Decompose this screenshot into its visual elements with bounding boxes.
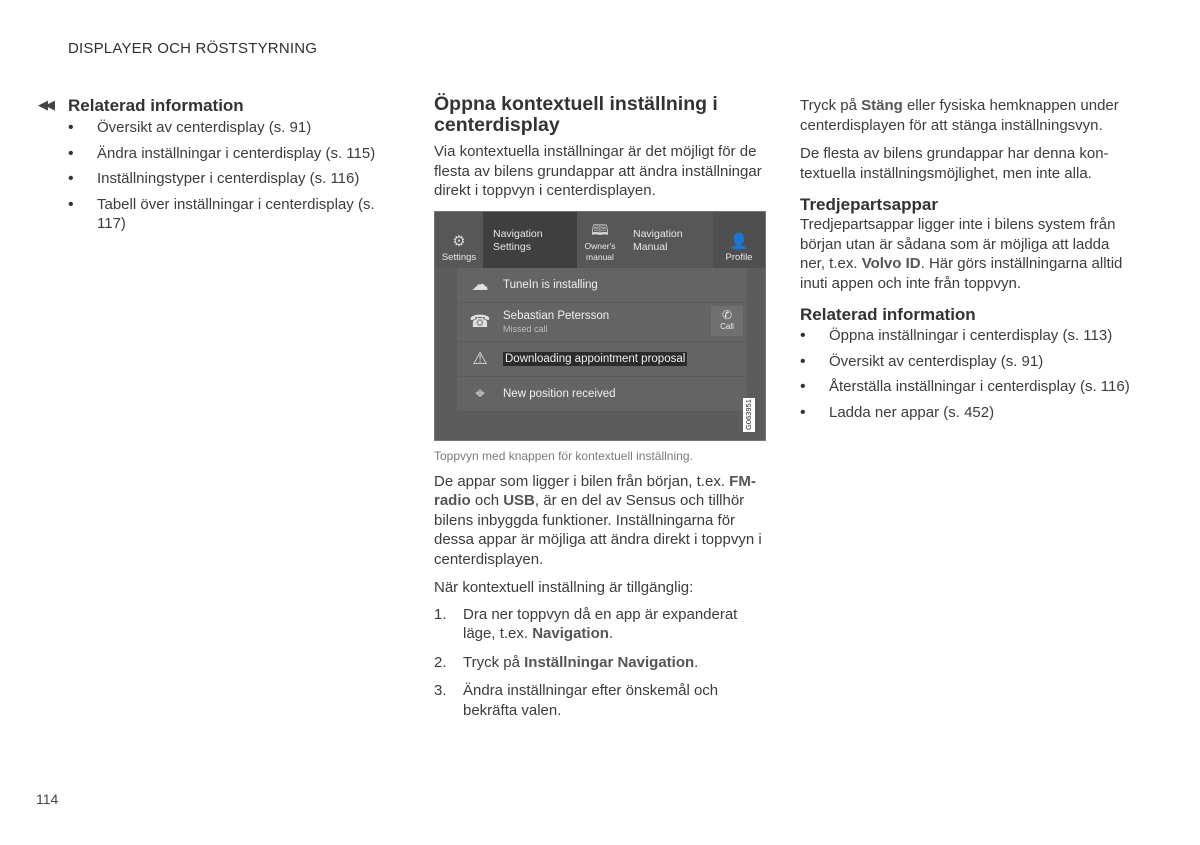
ui-term: Stäng: [861, 97, 903, 114]
image-caption: Toppvyn med knappen för kontextuell inställning.: [434, 448, 693, 463]
link-text: Ladda ner appar (s. 452): [829, 403, 995, 421]
tile-label: Owner's manual: [584, 240, 616, 262]
link-text: Inställningstyper i centerdisplay (s. 116): [97, 170, 360, 187]
step-item: [434, 681, 766, 720]
steps-list: [434, 605, 766, 721]
image-code: G063951: [744, 399, 753, 430]
text: Tredjepartsappar ligger inte i bilens system från början utan är sådana som är möjliga att ladda ner, t.ex.: [800, 216, 1116, 272]
related-link[interactable]: [800, 326, 1130, 346]
section-header: DISPLAYER OCH RÖSTSTYRNING: [68, 40, 318, 57]
tile-label: Navigation Manual: [633, 227, 683, 253]
text: och: [470, 492, 504, 509]
right-column: [800, 96, 1130, 428]
third-party-heading: Tredjepartsappar: [800, 195, 938, 214]
tile-label: Navigation Settings: [493, 227, 543, 253]
call-label: Call: [720, 321, 734, 331]
article-title: Öppna kontextuell inställning i centerdisplay: [434, 93, 718, 136]
text: Ändra inställningar efter önskemål och bekräfta valen.: [463, 682, 719, 719]
gear-icon: ⚙: [452, 232, 466, 250]
notification-text: Downloading appointment proposal: [505, 352, 686, 365]
availability-paragraph: När kontextuell inställning är tillgänglig:: [434, 579, 694, 596]
notification-item[interactable]: [457, 342, 747, 376]
top-view-bar: [435, 212, 765, 268]
notification-item[interactable]: [457, 268, 747, 302]
phone-icon: ✆: [721, 307, 733, 322]
usb-term: USB: [503, 492, 535, 509]
link-text: Ändra inställningar i centerdisplay (s. 115): [97, 144, 376, 162]
step-number: 1.: [434, 605, 447, 623]
link-text: Öppna inställningar i centerdisplay (s. 113): [829, 327, 1113, 344]
text: , är en del av Sensus och tillhör bilens inbyggda funktioner. Inställningarna för dessa appar är möjliga att ändra direkt i toppvyn i centerdisplayen.: [434, 492, 762, 568]
text: Tryck på: [463, 653, 525, 671]
text: Tryck på: [800, 97, 862, 114]
book-icon: 🕮: [591, 221, 609, 239]
related-link[interactable]: [68, 118, 386, 138]
notification-text: TuneIn is installing: [503, 278, 598, 291]
text: .: [608, 625, 614, 642]
center-display-illustration: [434, 211, 766, 441]
notification-item[interactable]: [457, 303, 747, 341]
related-link[interactable]: [68, 169, 386, 189]
related-link[interactable]: [800, 352, 1130, 372]
notification-item[interactable]: [457, 377, 747, 411]
ui-term: Inställningar Navigation: [524, 653, 695, 671]
ui-term: Navigation: [532, 625, 609, 642]
related-link[interactable]: [68, 195, 386, 234]
related-info-left: [36, 96, 386, 240]
person-icon: 👤: [729, 232, 749, 250]
profile-tile[interactable]: [713, 212, 765, 268]
step-number: 2.: [434, 653, 447, 671]
call-button[interactable]: [711, 306, 743, 336]
step-number: 3.: [434, 682, 447, 699]
text: . Här görs inställningarna alltid inuti appen och inte från toppvyn.: [800, 255, 1123, 292]
text: eller fysiska hemknappen under centerdisplayen för att stänga inställningsvyn.: [800, 97, 1119, 134]
tile-label: Profile: [725, 251, 753, 263]
apps-paragraph: [434, 472, 766, 570]
link-text: Återställa inställningar i centerdisplay (s. 116): [829, 378, 1130, 395]
missed-call-icon: ☎: [469, 311, 491, 331]
tile-label: Settings: [441, 251, 477, 263]
related-link[interactable]: [800, 403, 1130, 423]
link-text: Översikt av centerdisplay (s. 91): [97, 119, 312, 136]
caller-name: Sebastian Petersson: [503, 309, 610, 322]
text: Dra ner toppvyn då en app är expanderat läge, t.ex.: [463, 605, 738, 642]
related-info-title: Relaterad information: [68, 96, 244, 115]
step-item: [434, 653, 766, 673]
cloud-download-icon: ☁: [471, 274, 489, 294]
page-number: 114: [36, 791, 59, 807]
text: .: [694, 653, 699, 671]
settings-tile[interactable]: [435, 212, 483, 268]
warning-icon: ⚠: [472, 348, 488, 368]
related-link[interactable]: [68, 144, 386, 164]
main-article: [434, 94, 766, 729]
step-item: [434, 605, 766, 644]
close-paragraph: [800, 96, 1130, 135]
notification-text: [503, 310, 609, 334]
related-info-title: Relaterad information: [800, 305, 976, 324]
back-arrow-icon[interactable]: ◀◀: [38, 97, 52, 112]
position-icon: ⌖: [475, 383, 485, 403]
owners-manual-tile[interactable]: [577, 212, 623, 268]
volvo-id-term: Volvo ID: [861, 255, 921, 272]
related-link[interactable]: [800, 377, 1130, 397]
text: De appar som ligger i bilen från början, t.ex.: [434, 472, 730, 490]
link-text: Tabell över inställningar i centerdisplay (s. 117): [97, 195, 375, 232]
contextual-note: De flesta av bilens grundappar har denna kontextuella inställningsmöjlighet, men inte alla.: [800, 145, 1109, 182]
navigation-manual-tile[interactable]: [623, 212, 713, 268]
link-text: Översikt av centerdisplay (s. 91): [829, 352, 1044, 370]
call-status: Missed call: [503, 323, 548, 334]
notification-text: New position received: [503, 387, 616, 400]
fm-radio-term: FM-radio: [434, 472, 756, 509]
navigation-settings-tile[interactable]: [483, 212, 577, 268]
third-party-paragraph: [800, 215, 1130, 293]
intro-paragraph: Via kontextuella inställningar är det möjligt för de flesta av bilens grundappar att ändra inställningar direkt i toppvyn i centerdisplayen.: [434, 143, 762, 199]
